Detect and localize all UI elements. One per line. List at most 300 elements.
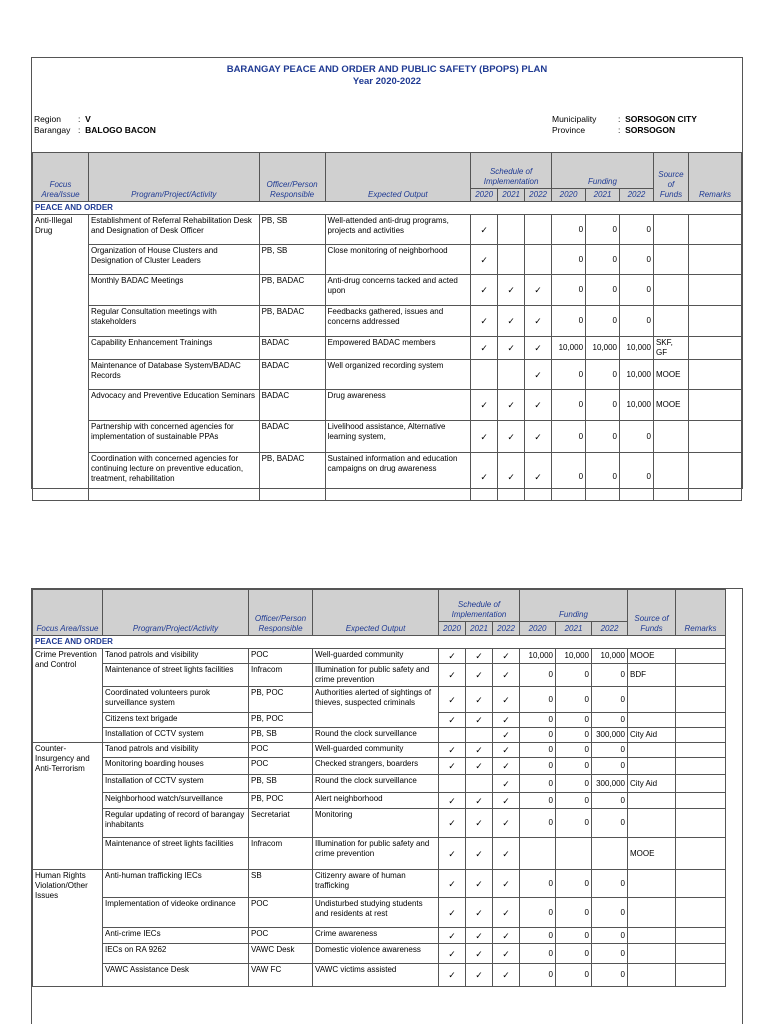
- schedule-2022-check: ✓: [525, 306, 552, 337]
- funding-2020-cell: 0: [520, 758, 556, 775]
- output-cell: Domestic violence awareness: [313, 944, 439, 964]
- schedule-2022-check: ✓: [525, 360, 552, 390]
- remarks-cell: [688, 453, 741, 501]
- funding-2021-cell: 0: [586, 275, 620, 306]
- schedule-2021-check: [466, 728, 493, 743]
- table-row: [33, 664, 726, 687]
- officer-cell: PB, POC: [249, 713, 313, 728]
- source-of-funds-cell: BDF: [628, 664, 676, 687]
- ppa-cell: Installation of CCTV system: [103, 775, 249, 793]
- funding-2020-cell: [520, 838, 556, 870]
- funding-2020-cell: 0: [552, 275, 586, 306]
- schedule-2021-check: ✓: [466, 870, 493, 898]
- schedule-2020-check: ✓: [471, 215, 498, 245]
- schedule-2022-check: ✓: [493, 838, 520, 870]
- funding-2020-cell: 10,000: [520, 649, 556, 664]
- schedule-2021-check: ✓: [466, 758, 493, 775]
- funding-2020-cell: 0: [520, 713, 556, 728]
- header-sched-2020: 2020: [439, 622, 466, 636]
- schedule-2020-check: ✓: [439, 664, 466, 687]
- funding-2021-cell: 0: [586, 306, 620, 337]
- funding-2020-cell: 0: [520, 687, 556, 713]
- schedule-2022-check: ✓: [493, 793, 520, 809]
- section-heading: PEACE AND ORDER: [33, 636, 726, 649]
- ppa-cell: Monitoring boarding houses: [103, 758, 249, 775]
- output-cell: Well organized recording system: [325, 360, 471, 390]
- schedule-2020-check: ✓: [471, 306, 498, 337]
- funding-2021-cell: 0: [556, 664, 592, 687]
- schedule-2022-check: ✓: [493, 649, 520, 664]
- header-fund-2020: 2020: [520, 622, 556, 636]
- section-heading: PEACE AND ORDER: [33, 202, 742, 215]
- source-of-funds-cell: [628, 898, 676, 928]
- header-focus: Focus Area/Issue: [33, 153, 89, 202]
- officer-cell: VAW FC: [249, 964, 313, 987]
- output-cell: Well-attended anti-drug programs, projects and activities: [325, 215, 471, 245]
- officer-cell: BADAC: [259, 337, 325, 360]
- funding-2022-cell: 0: [592, 758, 628, 775]
- schedule-2021-check: ✓: [466, 809, 493, 838]
- funding-2021-cell: 0: [556, 713, 592, 728]
- table-row: [33, 898, 726, 928]
- schedule-2020-check: ✓: [439, 687, 466, 713]
- header-funding: Funding: [520, 590, 628, 622]
- output-cell: Close monitoring of neighborhood: [325, 245, 471, 275]
- municipality-label: Municipality: [552, 114, 597, 124]
- schedule-2022-check: ✓: [493, 728, 520, 743]
- output-cell: Feedbacks gathered, issues and concerns addressed: [325, 306, 471, 337]
- schedule-2021-check: ✓: [498, 306, 525, 337]
- ppa-cell: Anti-crime IECs: [103, 928, 249, 944]
- funding-2022-cell: 0: [592, 809, 628, 838]
- funding-2020-cell: 0: [520, 964, 556, 987]
- barangay-value: BALOGO BACON: [85, 125, 156, 135]
- funding-2021-cell: 0: [586, 390, 620, 421]
- header-schedule: Schedule of Implementation: [439, 590, 520, 622]
- funding-2020-cell: 0: [552, 215, 586, 245]
- table-row: [33, 809, 726, 838]
- source-of-funds-cell: SKF, GF: [653, 337, 688, 360]
- header-fund-2021: 2021: [586, 189, 620, 202]
- table-row: [33, 649, 726, 664]
- officer-cell: BADAC: [259, 390, 325, 421]
- funding-2022-cell: 0: [620, 215, 654, 245]
- source-of-funds-cell: [628, 944, 676, 964]
- remarks-cell: [676, 758, 726, 775]
- ppa-cell: Capability Enhancement Trainings: [88, 337, 259, 360]
- officer-cell: POC: [249, 743, 313, 758]
- ppa-cell: Maintenance of Database System/BADAC Records: [88, 360, 259, 390]
- schedule-2021-check: ✓: [466, 944, 493, 964]
- source-of-funds-cell: [653, 275, 688, 306]
- funding-2021-cell: 0: [556, 809, 592, 838]
- funding-2021-cell: 0: [556, 928, 592, 944]
- funding-2021-cell: 10,000: [556, 649, 592, 664]
- table-row: [33, 728, 726, 743]
- output-cell: Round the clock surveillance: [313, 728, 439, 743]
- officer-cell: POC: [249, 898, 313, 928]
- schedule-2021-check: ✓: [466, 713, 493, 728]
- schedule-2022-check: ✓: [525, 421, 552, 453]
- plan-title-block: [32, 58, 742, 88]
- ppa-cell: Coordination with concerned agencies for continuing lecture on preventive education, treatment, rehabilitation: [88, 453, 259, 501]
- funding-2021-cell: 0: [556, 870, 592, 898]
- schedule-2020-check: [439, 775, 466, 793]
- officer-cell: PB, SB: [259, 215, 325, 245]
- schedule-2021-check: ✓: [466, 743, 493, 758]
- focus-area-cell: Crime Prevention and Control: [33, 649, 103, 743]
- source-of-funds-cell: City Aid: [628, 775, 676, 793]
- output-cell: Anti-drug concerns tacked and acted upon: [325, 275, 471, 306]
- table-row: [33, 275, 742, 306]
- schedule-2022-check: ✓: [493, 964, 520, 987]
- plan-title: BARANGAY PEACE AND ORDER AND PUBLIC SAFETY (BPOPS) PLAN: [226, 64, 548, 75]
- schedule-2020-check: ✓: [439, 944, 466, 964]
- funding-2022-cell: 300,000: [592, 728, 628, 743]
- header-ppa: Program/Project/Activity: [103, 590, 249, 636]
- schedule-2020-check: ✓: [439, 838, 466, 870]
- funding-2022-cell: 0: [592, 664, 628, 687]
- ppa-cell: Citizens text brigade: [103, 713, 249, 728]
- funding-2022-cell: 0: [620, 275, 654, 306]
- ppa-cell: Neighborhood watch/surveillance: [103, 793, 249, 809]
- officer-cell: PB, BADAC: [259, 453, 325, 501]
- funding-2022-cell: 0: [592, 793, 628, 809]
- ppa-cell: IECs on RA 9262: [103, 944, 249, 964]
- source-of-funds-cell: [628, 964, 676, 987]
- focus-area-cell: Counter-Insurgency and Anti-Terrorism: [33, 743, 103, 870]
- funding-2020-cell: 0: [520, 664, 556, 687]
- officer-cell: Secretariat: [249, 809, 313, 838]
- schedule-2022-check: ✓: [493, 713, 520, 728]
- table-row: [33, 775, 726, 793]
- schedule-2022-check: ✓: [493, 743, 520, 758]
- schedule-2020-check: ✓: [439, 713, 466, 728]
- funding-2020-cell: 0: [552, 306, 586, 337]
- table-row: [33, 337, 742, 360]
- output-cell: Illumination for public safety and crime prevention: [313, 664, 439, 687]
- remarks-cell: [688, 360, 741, 390]
- officer-cell: PB, POC: [249, 687, 313, 713]
- officer-cell: Infracom: [249, 838, 313, 870]
- output-cell: Checked strangers, boarders: [313, 758, 439, 775]
- funding-2021-cell: 0: [556, 944, 592, 964]
- source-of-funds-cell: [653, 306, 688, 337]
- funding-2020-cell: 0: [520, 898, 556, 928]
- header-focus: Focus Area/Issue: [33, 590, 103, 636]
- ppa-cell: VAWC Assistance Desk: [103, 964, 249, 987]
- schedule-2020-check: [471, 360, 498, 390]
- officer-cell: PB, SB: [249, 775, 313, 793]
- schedule-2022-check: [525, 245, 552, 275]
- funding-2021-cell: [556, 838, 592, 870]
- table-row: [33, 306, 742, 337]
- funding-2022-cell: 0: [620, 245, 654, 275]
- table-row: [33, 421, 742, 453]
- remarks-cell: [676, 743, 726, 758]
- output-cell: Authorities alerted of sightings of thieves, suspected criminals: [313, 687, 439, 728]
- funding-2020-cell: 0: [520, 809, 556, 838]
- schedule-2020-check: ✓: [439, 870, 466, 898]
- officer-cell: POC: [249, 649, 313, 664]
- funding-2021-cell: 0: [586, 360, 620, 390]
- table-row: [33, 838, 726, 870]
- funding-2020-cell: 0: [520, 728, 556, 743]
- schedule-2020-check: ✓: [471, 421, 498, 453]
- output-cell: VAWC victims assisted: [313, 964, 439, 987]
- remarks-cell: [688, 275, 741, 306]
- region-label: Region: [34, 114, 61, 124]
- source-of-funds-cell: City Aid: [628, 728, 676, 743]
- ppa-cell: Monthly BADAC Meetings: [88, 275, 259, 306]
- schedule-2020-check: ✓: [439, 743, 466, 758]
- source-of-funds-cell: [653, 421, 688, 453]
- schedule-2022-check: ✓: [525, 337, 552, 360]
- funding-2022-cell: [592, 838, 628, 870]
- funding-2021-cell: 0: [556, 743, 592, 758]
- funding-2022-cell: 10,000: [620, 337, 654, 360]
- output-cell: Empowered BADAC members: [325, 337, 471, 360]
- officer-cell: PB, SB: [259, 245, 325, 275]
- funding-2021-cell: 0: [556, 964, 592, 987]
- schedule-2021-check: ✓: [498, 453, 525, 501]
- focus-area-cell: Human Rights Violation/Other Issues: [33, 870, 103, 987]
- header-output: Expected Output: [325, 153, 471, 202]
- header-schedule: Schedule of Implementation: [471, 153, 552, 189]
- output-cell: Sustained information and education campaigns on drug awareness: [325, 453, 471, 501]
- header-officer: Officer/Person Responsible: [259, 153, 325, 202]
- schedule-2022-check: ✓: [493, 758, 520, 775]
- schedule-2020-check: [439, 728, 466, 743]
- table-row: [33, 215, 742, 245]
- source-of-funds-cell: [653, 245, 688, 275]
- schedule-2021-check: ✓: [498, 337, 525, 360]
- table-row: [33, 687, 726, 713]
- funding-2022-cell: 0: [592, 687, 628, 713]
- funding-2021-cell: 0: [586, 245, 620, 275]
- header-output: Expected Output: [313, 590, 439, 636]
- remarks-cell: [676, 809, 726, 838]
- ppa-cell: Establishment of Referral Rehabilitation Desk and Designation of Desk Officer: [88, 215, 259, 245]
- source-of-funds-cell: [628, 713, 676, 728]
- plan-year: Year 2020-2022: [352, 76, 422, 87]
- funding-2022-cell: 0: [592, 713, 628, 728]
- output-cell: Illumination for public safety and crime prevention: [313, 838, 439, 870]
- remarks-cell: [676, 664, 726, 687]
- officer-cell: PB, BADAC: [259, 275, 325, 306]
- funding-2022-cell: 0: [592, 928, 628, 944]
- schedule-2021-check: [498, 215, 525, 245]
- officer-cell: Infracom: [249, 664, 313, 687]
- output-cell: Citizenry aware of human trafficking: [313, 870, 439, 898]
- funding-2020-cell: 0: [520, 870, 556, 898]
- funding-2022-cell: 0: [620, 453, 654, 501]
- schedule-2022-check: ✓: [493, 664, 520, 687]
- schedule-2020-check: ✓: [471, 275, 498, 306]
- output-cell: Livelihood assistance, Alternative learning system,: [325, 421, 471, 453]
- source-of-funds-cell: [628, 870, 676, 898]
- funding-2021-cell: 10,000: [586, 337, 620, 360]
- table-row: [33, 245, 742, 275]
- source-of-funds-cell: [628, 928, 676, 944]
- funding-2022-cell: 10,000: [620, 390, 654, 421]
- funding-2020-cell: 0: [520, 775, 556, 793]
- region-value: V: [85, 114, 91, 124]
- schedule-2022-check: ✓: [525, 390, 552, 421]
- schedule-2021-check: [498, 360, 525, 390]
- schedule-2022-check: ✓: [525, 275, 552, 306]
- province-value: SORSOGON: [625, 125, 676, 135]
- header-source: Source of Funds: [628, 590, 676, 636]
- funding-2020-cell: 0: [552, 390, 586, 421]
- header-fund-2022: 2022: [592, 622, 628, 636]
- ppa-cell: Partnership with concerned agencies for implementation of sustainable PPAs: [88, 421, 259, 453]
- officer-cell: PB, SB: [249, 728, 313, 743]
- funding-2021-cell: 0: [586, 215, 620, 245]
- ppa-cell: Installation of CCTV system: [103, 728, 249, 743]
- plan-sheet-2: [31, 588, 743, 1024]
- output-cell: Drug awareness: [325, 390, 471, 421]
- funding-2020-cell: 0: [520, 743, 556, 758]
- remarks-cell: [676, 944, 726, 964]
- schedule-2022-check: ✓: [493, 870, 520, 898]
- funding-2021-cell: 0: [586, 453, 620, 501]
- output-cell: Round the clock surveillance: [313, 775, 439, 793]
- schedule-2021-check: ✓: [498, 390, 525, 421]
- schedule-2022-check: ✓: [493, 928, 520, 944]
- schedule-2020-check: ✓: [471, 245, 498, 275]
- header-sched-2021: 2021: [466, 622, 493, 636]
- schedule-2020-check: ✓: [439, 964, 466, 987]
- funding-2021-cell: 0: [556, 898, 592, 928]
- funding-2022-cell: 0: [592, 944, 628, 964]
- header-funding: Funding: [552, 153, 654, 189]
- header-remarks: Remarks: [676, 590, 726, 636]
- officer-cell: BADAC: [259, 421, 325, 453]
- officer-cell: BADAC: [259, 360, 325, 390]
- schedule-2021-check: ✓: [466, 964, 493, 987]
- schedule-2020-check: ✓: [439, 898, 466, 928]
- output-cell: Crime awareness: [313, 928, 439, 944]
- table-row: [33, 743, 726, 758]
- funding-2020-cell: 0: [520, 928, 556, 944]
- source-of-funds-cell: [628, 809, 676, 838]
- source-of-funds-cell: [653, 215, 688, 245]
- schedule-2020-check: ✓: [439, 758, 466, 775]
- source-of-funds-cell: [628, 687, 676, 713]
- funding-2020-cell: 0: [552, 453, 586, 501]
- barangay-label: Barangay: [34, 125, 71, 135]
- ppa-cell: Regular updating of record of barangay inhabitants: [103, 809, 249, 838]
- remarks-cell: [676, 728, 726, 743]
- officer-cell: POC: [249, 758, 313, 775]
- funding-2022-cell: 0: [592, 898, 628, 928]
- remarks-cell: [676, 713, 726, 728]
- ppa-cell: Coordinated volunteers purok surveillance system: [103, 687, 249, 713]
- officer-cell: PB, POC: [249, 793, 313, 809]
- source-of-funds-cell: [653, 453, 688, 501]
- source-of-funds-cell: [628, 793, 676, 809]
- schedule-2021-check: ✓: [466, 898, 493, 928]
- remarks-cell: [688, 421, 741, 453]
- funding-2022-cell: 0: [592, 964, 628, 987]
- schedule-2020-check: ✓: [439, 809, 466, 838]
- location-left: Region : V Barangay : BALOGO BACON: [34, 114, 156, 135]
- remarks-cell: [676, 687, 726, 713]
- header-sched-2021: 2021: [498, 189, 525, 202]
- source-of-funds-cell: [628, 743, 676, 758]
- table-row: [33, 360, 742, 390]
- schedule-2020-check: ✓: [471, 337, 498, 360]
- header-ppa: Program/Project/Activity: [88, 153, 259, 202]
- ppa-cell: Implementation of videoke ordinance: [103, 898, 249, 928]
- remarks-cell: [676, 870, 726, 898]
- ppa-cell: Tanod patrols and visibility: [103, 743, 249, 758]
- ppa-cell: Anti-human trafficking IECs: [103, 870, 249, 898]
- schedule-2021-check: ✓: [498, 421, 525, 453]
- schedule-2020-check: ✓: [471, 390, 498, 421]
- remarks-cell: [688, 245, 741, 275]
- remarks-cell: [676, 928, 726, 944]
- header-source: Source of Funds: [653, 153, 688, 202]
- table-row: [33, 870, 726, 898]
- schedule-2021-check: ✓: [466, 928, 493, 944]
- funding-2020-cell: 0: [520, 793, 556, 809]
- header-fund-2021: 2021: [556, 622, 592, 636]
- province-label: Province: [552, 125, 586, 135]
- funding-2022-cell: 10,000: [620, 360, 654, 390]
- schedule-2021-check: ✓: [466, 838, 493, 870]
- funding-2022-cell: 300,000: [592, 775, 628, 793]
- funding-2021-cell: 0: [556, 758, 592, 775]
- table-row: [33, 944, 726, 964]
- funding-2021-cell: 0: [556, 793, 592, 809]
- plan-sheet-1: [31, 57, 743, 489]
- schedule-2020-check: ✓: [439, 793, 466, 809]
- schedule-2021-check: ✓: [498, 275, 525, 306]
- funding-2021-cell: 0: [556, 687, 592, 713]
- table-row: [33, 793, 726, 809]
- officer-cell: VAWC Desk: [249, 944, 313, 964]
- schedule-2021-check: [466, 775, 493, 793]
- remarks-cell: [688, 215, 741, 245]
- output-cell: Undisturbed studying students and residents at rest: [313, 898, 439, 928]
- plan-table-2: [32, 589, 726, 987]
- location-right: Municipality : SORSOGON CITY Province : SORSOGON: [552, 114, 697, 135]
- output-cell: Well-guarded community: [313, 649, 439, 664]
- schedule-2022-check: ✓: [525, 453, 552, 501]
- schedule-2022-check: ✓: [493, 775, 520, 793]
- funding-2022-cell: 0: [620, 306, 654, 337]
- remarks-cell: [676, 793, 726, 809]
- focus-area-cell: Anti-Illegal Drug: [33, 215, 89, 501]
- schedule-2021-check: ✓: [466, 664, 493, 687]
- header-officer: Officer/Person Responsible: [249, 590, 313, 636]
- source-of-funds-cell: MOOE: [628, 649, 676, 664]
- source-of-funds-cell: [628, 758, 676, 775]
- schedule-2020-check: ✓: [439, 649, 466, 664]
- header-fund-2020: 2020: [552, 189, 586, 202]
- header-sched-2022: 2022: [493, 622, 520, 636]
- schedule-2022-check: [525, 215, 552, 245]
- funding-2022-cell: 0: [620, 421, 654, 453]
- remarks-cell: [676, 649, 726, 664]
- funding-2020-cell: 0: [552, 245, 586, 275]
- ppa-cell: Maintenance of street lights facilities: [103, 664, 249, 687]
- funding-2021-cell: 0: [586, 421, 620, 453]
- plan-table-1: [32, 152, 742, 501]
- schedule-2021-check: ✓: [466, 649, 493, 664]
